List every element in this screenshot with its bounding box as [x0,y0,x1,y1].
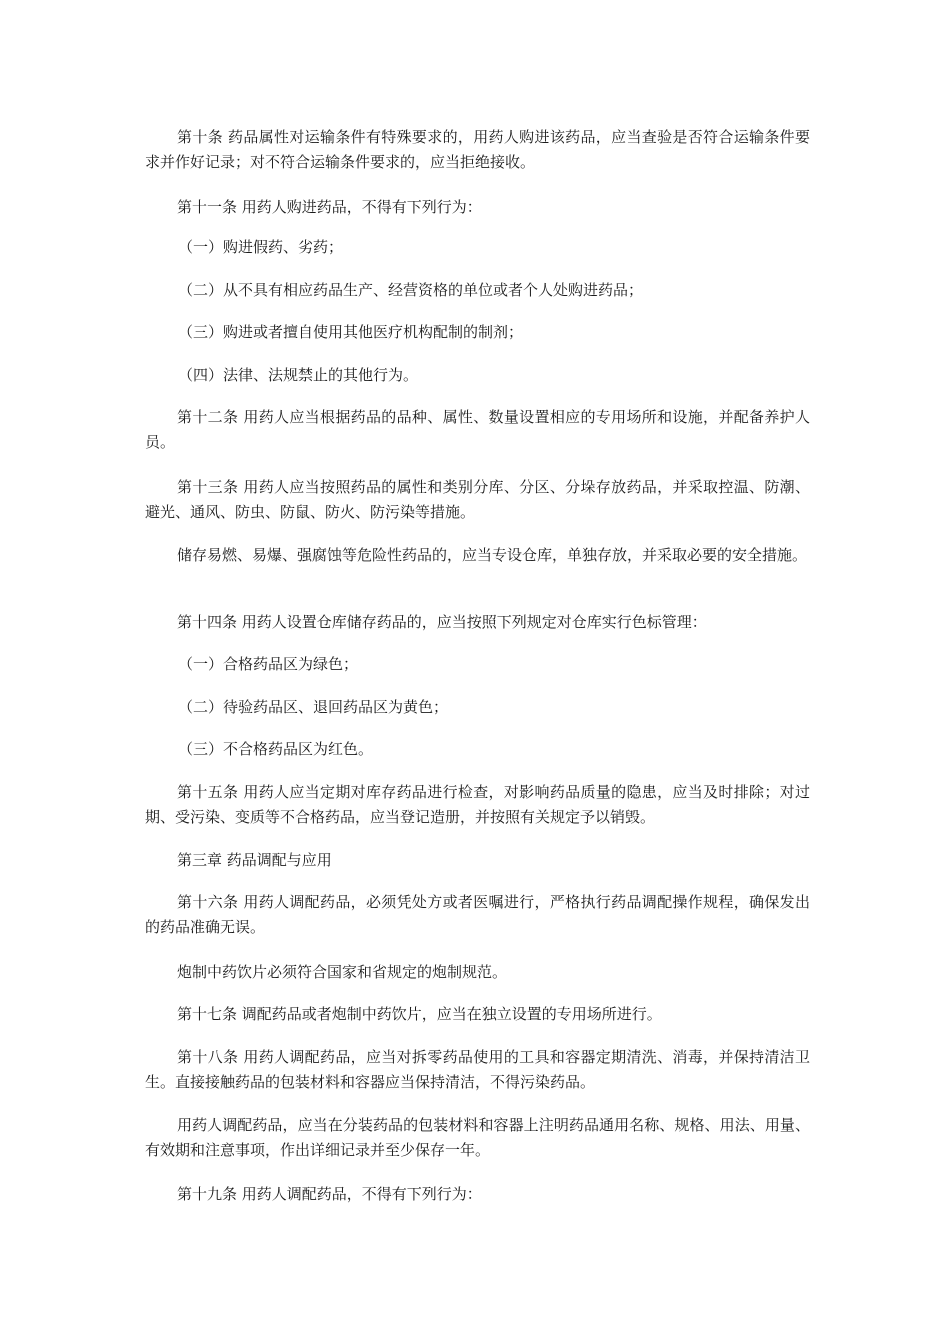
article-11-paragraph: 第十一条 用药人购进药品，不得有下列行为： [177,198,482,216]
article-17-paragraph: 第十七条 调配药品或者炮制中药饮片，应当在独立设置的专用场所进行。 [177,1005,662,1023]
list-item: （三）不合格药品区为红色。 [178,740,374,758]
article-15-paragraph: 第十五条 用药人应当定期对库存药品进行检查，对影响药品质量的隐患，应当及时排除；对过期、受污染、变质等不合格药品，应当登记造册，并按照有关规定予以销毁。 [145,783,810,826]
list-item: （二）待验药品区、退回药品区为黄色； [178,698,449,716]
article-16-paragraph: 第十六条 用药人调配药品，必须凭处方或者医嘱进行，严格执行药品调配操作规程，确保发出的药品准确无误。 [145,893,810,936]
list-item: （四）法律、法规禁止的其他行为。 [178,366,419,384]
list-item: （二）从不具有相应药品生产、经营资格的单位或者个人处购进药品； [178,281,644,299]
list-item: （一）合格药品区为绿色； [178,655,359,673]
article-13-paragraph: 第十三条 用药人应当按照药品的属性和类别分库、分区、分垛存放药品，并采取控温、防潮、避光、通风、防虫、防鼠、防火、防污染等措施。 [145,478,810,521]
dispensing-paragraph: 用药人调配药品，应当在分装药品的包装材料和容器上注明药品通用名称、规格、用法、用量、有效期和注意事项，作出详细记录并至少保存一年。 [145,1116,810,1159]
processing-paragraph: 炮制中药饮片必须符合国家和省规定的炮制规范。 [177,963,508,981]
article-14-paragraph: 第十四条 用药人设置仓库储存药品的，应当按照下列规定对仓库实行色标管理： [177,613,707,631]
chapter-heading: 第三章 药品调配与应用 [177,851,332,869]
list-item: （一）购进假药、劣药； [178,238,344,256]
article-12-paragraph: 第十二条 用药人应当根据药品的品种、属性、数量设置相应的专用场所和设施，并配备养护人员。 [145,408,810,451]
list-item: （三）购进或者擅自使用其他医疗机构配制的制剂； [178,323,524,341]
article-18-paragraph: 第十八条 用药人调配药品，应当对拆零药品使用的工具和容器定期清洗、消毒，并保持清洁卫生。直接接触药品的包装材料和容器应当保持清洁，不得污染药品。 [145,1048,810,1091]
storage-paragraph: 储存易燃、易爆、强腐蚀等危险性药品的，应当专设仓库，单独存放，并采取必要的安全措施。 [177,546,808,564]
article-10-paragraph: 第十条 药品属性对运输条件有特殊要求的，用药人购进该药品，应当查验是否符合运输条件要求并作好记录；对不符合运输条件要求的，应当拒绝接收。 [145,128,810,171]
article-19-paragraph: 第十九条 用药人调配药品，不得有下列行为： [177,1185,482,1203]
